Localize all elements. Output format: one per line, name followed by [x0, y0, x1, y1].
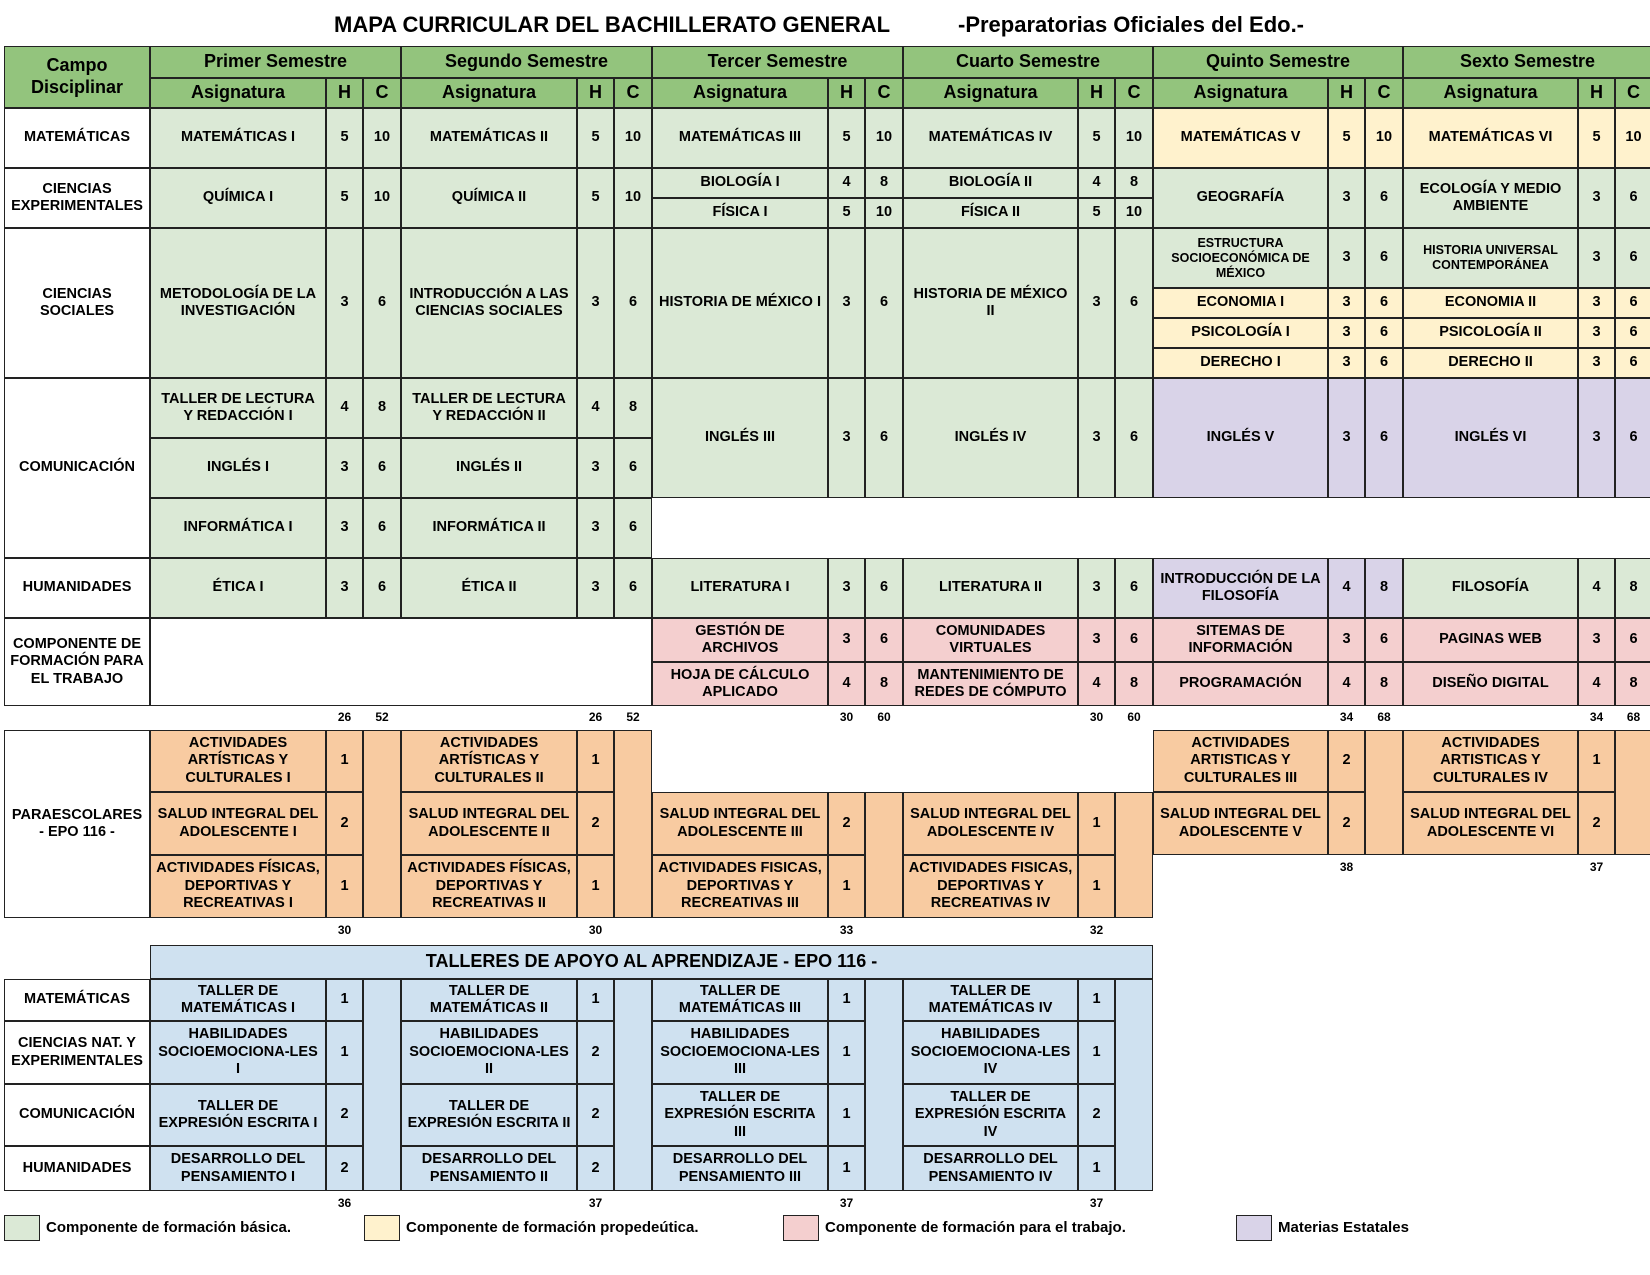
paraescolar-name: ACTIVIDADES ARTÍSTICAS Y CULTURALES II	[401, 730, 577, 792]
total-credits: 60	[1127, 710, 1141, 724]
campo-label: HUMANIDADES	[4, 558, 150, 618]
subject-credits: 6	[363, 558, 401, 618]
subject-credits: 6	[614, 558, 652, 618]
paraescolar-total: 30	[337, 923, 352, 937]
subject-name: LITERATURA II	[903, 558, 1078, 618]
subject-hours: 3	[1328, 168, 1365, 228]
subject-name: HISTORIA UNIVERSAL CONTEMPORÁNEA	[1403, 228, 1578, 288]
empty-cell	[865, 979, 903, 1191]
subject-hours: 3	[1578, 378, 1615, 498]
subject-name: PAGINAS WEB	[1403, 618, 1578, 662]
taller-campo-label: CIENCIAS NAT. Y EXPERIMENTALES	[4, 1021, 150, 1084]
subject-hours: 5	[1578, 108, 1615, 168]
subject-credits: 6	[1615, 168, 1650, 228]
subject-credits: 6	[1365, 348, 1403, 378]
total-credits: 52	[626, 710, 640, 724]
paraescolar-hours: 2	[1578, 792, 1615, 855]
subject-hours: 5	[577, 108, 614, 168]
subject-credits: 6	[1615, 378, 1650, 498]
campo-label: CIENCIAS EXPERIMENTALES	[4, 168, 150, 228]
paraescolar-name: SALUD INTEGRAL DEL ADOLESCENTE IV	[903, 792, 1078, 855]
total-hours: 26	[337, 710, 352, 724]
paraescolar-name: SALUD INTEGRAL DEL ADOLESCENTE V	[1153, 792, 1328, 855]
taller-campo-label: HUMANIDADES	[4, 1146, 150, 1191]
subject-hours: 5	[326, 168, 363, 228]
subject-hours: 5	[326, 108, 363, 168]
subject-credits: 8	[865, 662, 903, 706]
taller-hours: 2	[326, 1146, 363, 1191]
subject-hours: 3	[577, 498, 614, 558]
subject-name: ÉTICA I	[150, 558, 326, 618]
taller-name: DESARROLLO DEL PENSAMIENTO II	[401, 1146, 577, 1191]
total-credits: 52	[375, 710, 389, 724]
subject-credits: 6	[865, 558, 903, 618]
subject-hours: 3	[1578, 348, 1615, 378]
taller-name: TALLER DE EXPRESIÓN ESCRITA I	[150, 1084, 326, 1146]
taller-name: TALLER DE MATEMÁTICAS IV	[903, 979, 1078, 1021]
subject-credits: 6	[1115, 618, 1153, 662]
subject-hours: 3	[326, 498, 363, 558]
subject-name: BIOLOGÍA II	[903, 168, 1078, 198]
paraescolar-name: SALUD INTEGRAL DEL ADOLESCENTE VI	[1403, 792, 1578, 855]
subject-credits: 10	[363, 108, 401, 168]
total-credits: 68	[1377, 710, 1391, 724]
asignatura-header: Asignatura	[1403, 78, 1578, 108]
subject-hours: 5	[577, 168, 614, 228]
empty-cell	[1615, 730, 1650, 855]
subject-hours: 3	[1078, 378, 1115, 498]
subject-name: FÍSICA II	[903, 198, 1078, 228]
empty-cell	[865, 792, 903, 918]
taller-hours: 1	[577, 979, 614, 1021]
taller-hours: 2	[1078, 1084, 1115, 1146]
legend-swatch	[364, 1215, 400, 1241]
taller-hours: 1	[326, 979, 363, 1021]
subject-credits: 10	[614, 168, 652, 228]
hours-header: H	[1328, 78, 1365, 108]
taller-name: TALLER DE EXPRESIÓN ESCRITA II	[401, 1084, 577, 1146]
taller-hours: 2	[577, 1084, 614, 1146]
hours-header: H	[1078, 78, 1115, 108]
subject-credits: 6	[1365, 318, 1403, 348]
paraescolar-hours: 1	[1078, 855, 1115, 918]
subject-credits: 6	[614, 498, 652, 558]
subject-credits: 6	[363, 438, 401, 498]
subject-name: PSICOLOGÍA I	[1153, 318, 1328, 348]
paraescolar-name: SALUD INTEGRAL DEL ADOLESCENTE II	[401, 792, 577, 855]
subject-name: DISEÑO DIGITAL	[1403, 662, 1578, 706]
subject-credits: 6	[1115, 378, 1153, 498]
legend-swatch	[1236, 1215, 1272, 1241]
subject-credits: 6	[1615, 228, 1650, 288]
subject-credits: 6	[1615, 348, 1650, 378]
page-subtitle: -Preparatorias Oficiales del Edo.-	[958, 12, 1305, 37]
paraescolar-hours: 2	[1328, 730, 1365, 792]
subject-name: FÍSICA I	[652, 198, 828, 228]
subject-hours: 3	[828, 558, 865, 618]
subject-name: INFORMÁTICA II	[401, 498, 577, 558]
total-hours: 30	[839, 710, 854, 724]
paraescolar-hours: 1	[1078, 792, 1115, 855]
taller-name: TALLER DE MATEMÁTICAS III	[652, 979, 828, 1021]
legend-label: Componente de formación propedeútica.	[406, 1219, 699, 1236]
subject-credits: 6	[1615, 318, 1650, 348]
total-credits: 60	[877, 710, 891, 724]
subject-hours: 5	[1078, 108, 1115, 168]
taller-name: DESARROLLO DEL PENSAMIENTO III	[652, 1146, 828, 1191]
subject-name: ECONOMIA I	[1153, 288, 1328, 318]
subject-name: ECONOMIA II	[1403, 288, 1578, 318]
paraescolar-total: 37	[1589, 860, 1604, 874]
semester-header: Primer Semestre	[150, 46, 401, 78]
paraescolar-name: SALUD INTEGRAL DEL ADOLESCENTE III	[652, 792, 828, 855]
subject-name: INGLÉS V	[1153, 378, 1328, 498]
paraescolar-name: ACTIVIDADES FISICAS, DEPORTIVAS Y RECREATIVAS IV	[903, 855, 1078, 918]
subject-name: MATEMÁTICAS V	[1153, 108, 1328, 168]
subject-name: GESTIÓN DE ARCHIVOS	[652, 618, 828, 662]
paraescolar-name: ACTIVIDADES ARTISTICAS Y CULTURALES III	[1153, 730, 1328, 792]
empty-cell	[614, 979, 652, 1191]
hours-header: H	[326, 78, 363, 108]
subject-name: QUÍMICA I	[150, 168, 326, 228]
subject-hours: 3	[828, 378, 865, 498]
subject-name: QUÍMICA II	[401, 168, 577, 228]
subject-hours: 4	[828, 168, 865, 198]
subject-name: ESTRUCTURA SOCIOECONÓMICA DE MÉXICO	[1153, 228, 1328, 288]
subject-hours: 3	[828, 228, 865, 378]
subject-credits: 8	[865, 168, 903, 198]
subject-name: INTRODUCCIÓN A LAS CIENCIAS SOCIALES	[401, 228, 577, 378]
subject-name: MATEMÁTICAS VI	[1403, 108, 1578, 168]
subject-hours: 3	[326, 558, 363, 618]
subject-credits: 8	[1615, 662, 1650, 706]
subject-name: FILOSOFÍA	[1403, 558, 1578, 618]
campo-label: MATEMÁTICAS	[4, 108, 150, 168]
subject-hours: 4	[1328, 662, 1365, 706]
subject-name: INGLÉS I	[150, 438, 326, 498]
subject-hours: 3	[577, 438, 614, 498]
subject-name: HISTORIA DE MÉXICO I	[652, 228, 828, 378]
subject-credits: 6	[614, 228, 652, 378]
subject-name: BIOLOGÍA I	[652, 168, 828, 198]
subject-hours: 3	[1328, 288, 1365, 318]
subject-hours: 5	[828, 108, 865, 168]
taller-name: TALLER DE EXPRESIÓN ESCRITA III	[652, 1084, 828, 1146]
paraescolares-label: PARAESCOLARES - EPO 116 -	[4, 730, 150, 918]
subject-credits: 10	[1365, 108, 1403, 168]
taller-campo-label: MATEMÁTICAS	[4, 979, 150, 1021]
paraescolar-hours: 1	[326, 855, 363, 918]
subject-hours: 3	[1328, 318, 1365, 348]
page-title: MAPA CURRICULAR DEL BACHILLERATO GENERAL	[334, 12, 891, 37]
subject-credits: 6	[865, 228, 903, 378]
paraescolar-hours: 2	[577, 792, 614, 855]
subject-hours: 4	[1578, 558, 1615, 618]
legend-swatch	[783, 1215, 819, 1241]
empty-cell	[614, 730, 652, 918]
semester-header: Cuarto Semestre	[903, 46, 1153, 78]
subject-hours: 5	[828, 198, 865, 228]
paraescolar-hours: 1	[326, 730, 363, 792]
subject-name: MATEMÁTICAS IV	[903, 108, 1078, 168]
paraescolar-name: ACTIVIDADES FÍSICAS, DEPORTIVAS Y RECREATIVAS I	[150, 855, 326, 918]
subject-name: MATEMÁTICAS III	[652, 108, 828, 168]
taller-total: 37	[1089, 1196, 1104, 1210]
taller-hours: 2	[326, 1084, 363, 1146]
taller-hours: 1	[828, 1084, 865, 1146]
subject-name: INGLÉS III	[652, 378, 828, 498]
subject-name: INGLÉS IV	[903, 378, 1078, 498]
hours-header: H	[1578, 78, 1615, 108]
legend-label: Componente de formación básica.	[46, 1219, 292, 1236]
subject-credits: 6	[1365, 618, 1403, 662]
asignatura-header: Asignatura	[903, 78, 1078, 108]
subject-credits: 6	[865, 618, 903, 662]
legend-swatch	[4, 1215, 40, 1241]
subject-hours: 3	[1578, 168, 1615, 228]
paraescolar-name: ACTIVIDADES ARTÍSTICAS Y CULTURALES I	[150, 730, 326, 792]
taller-total: 37	[588, 1196, 603, 1210]
subject-credits: 8	[363, 378, 401, 438]
subject-hours: 4	[326, 378, 363, 438]
semester-header: Segundo Semestre	[401, 46, 652, 78]
subject-credits: 8	[1365, 558, 1403, 618]
asignatura-header: Asignatura	[401, 78, 577, 108]
subject-hours: 3	[1328, 228, 1365, 288]
paraescolar-total: 30	[588, 923, 603, 937]
paraescolar-name: SALUD INTEGRAL DEL ADOLESCENTE I	[150, 792, 326, 855]
subject-name: LITERATURA I	[652, 558, 828, 618]
subject-name: PROGRAMACIÓN	[1153, 662, 1328, 706]
taller-total: 36	[337, 1196, 352, 1210]
subject-hours: 3	[1328, 618, 1365, 662]
semester-header: Tercer Semestre	[652, 46, 903, 78]
credits-header: C	[363, 78, 401, 108]
paraescolar-hours: 1	[1578, 730, 1615, 792]
taller-name: HABILIDADES SOCIOEMOCIONA-LES I	[150, 1021, 326, 1084]
subject-hours: 4	[1328, 558, 1365, 618]
taller-hours: 1	[828, 1146, 865, 1191]
subject-name: INGLÉS II	[401, 438, 577, 498]
taller-hours: 1	[1078, 979, 1115, 1021]
taller-name: DESARROLLO DEL PENSAMIENTO I	[150, 1146, 326, 1191]
subject-hours: 3	[1578, 318, 1615, 348]
subject-credits: 6	[614, 438, 652, 498]
taller-name: HABILIDADES SOCIOEMOCIONA-LES II	[401, 1021, 577, 1084]
subject-credits: 8	[1365, 662, 1403, 706]
subject-hours: 4	[1078, 168, 1115, 198]
subject-name: TALLER DE LECTURA Y REDACCIÓN II	[401, 378, 577, 438]
legend-label: Materias Estatales	[1278, 1219, 1409, 1236]
asignatura-header: Asignatura	[652, 78, 828, 108]
paraescolar-total: 32	[1089, 923, 1104, 937]
taller-hours: 1	[1078, 1146, 1115, 1191]
taller-campo-label: COMUNICACIÓN	[4, 1084, 150, 1146]
subject-credits: 10	[865, 198, 903, 228]
empty-cell	[363, 979, 401, 1191]
empty-cell	[1365, 730, 1403, 855]
legend-label: Componente de formación para el trabajo.	[825, 1219, 1126, 1236]
subject-name: INFORMÁTICA I	[150, 498, 326, 558]
total-hours: 34	[1339, 710, 1354, 724]
taller-hours: 1	[828, 979, 865, 1021]
subject-hours: 4	[577, 378, 614, 438]
taller-hours: 1	[828, 1021, 865, 1084]
subject-name: HOJA DE CÁLCULO APLICADO	[652, 662, 828, 706]
paraescolar-hours: 1	[577, 730, 614, 792]
paraescolar-hours: 1	[828, 855, 865, 918]
campo-label: COMPONENTE DE FORMACIÓN PARA EL TRABAJO	[4, 618, 150, 706]
subject-hours: 5	[1078, 198, 1115, 228]
talleres-title: TALLERES DE APOYO AL APRENDIZAJE - EPO 116 -	[150, 945, 1153, 979]
subject-hours: 3	[828, 618, 865, 662]
subject-credits: 6	[1615, 288, 1650, 318]
paraescolar-name: ACTIVIDADES FÍSICAS, DEPORTIVAS Y RECREATIVAS II	[401, 855, 577, 918]
subject-hours: 3	[1578, 288, 1615, 318]
asignatura-header: Asignatura	[1153, 78, 1328, 108]
taller-name: TALLER DE EXPRESIÓN ESCRITA IV	[903, 1084, 1078, 1146]
subject-hours: 4	[1078, 662, 1115, 706]
campo-header: Campo Disciplinar	[4, 46, 150, 108]
taller-total: 37	[839, 1196, 854, 1210]
campo-label: CIENCIAS SOCIALES	[4, 228, 150, 378]
paraescolar-hours: 2	[1328, 792, 1365, 855]
subject-credits: 10	[1115, 198, 1153, 228]
empty-cell	[1115, 979, 1153, 1191]
subject-hours: 3	[1578, 228, 1615, 288]
subject-credits: 10	[1115, 108, 1153, 168]
taller-hours: 2	[577, 1021, 614, 1084]
paraescolar-name: ACTIVIDADES FISICAS, DEPORTIVAS Y RECREATIVAS III	[652, 855, 828, 918]
subject-credits: 6	[1115, 228, 1153, 378]
credits-header: C	[1115, 78, 1153, 108]
credits-header: C	[865, 78, 903, 108]
total-hours: 30	[1089, 710, 1104, 724]
subject-hours: 3	[1328, 378, 1365, 498]
paraescolar-hours: 1	[577, 855, 614, 918]
subject-credits: 6	[1365, 168, 1403, 228]
subject-credits: 10	[363, 168, 401, 228]
paraescolar-name: ACTIVIDADES ARTISTICAS Y CULTURALES IV	[1403, 730, 1578, 792]
paraescolar-hours: 2	[828, 792, 865, 855]
subject-credits: 6	[1365, 288, 1403, 318]
subject-name: GEOGRAFÍA	[1153, 168, 1328, 228]
subject-name: ECOLOGÍA Y MEDIO AMBIENTE	[1403, 168, 1578, 228]
subject-credits: 6	[1615, 618, 1650, 662]
credits-header: C	[1365, 78, 1403, 108]
total-hours: 26	[588, 710, 603, 724]
taller-hours: 2	[577, 1146, 614, 1191]
subject-credits: 10	[865, 108, 903, 168]
subject-name: SITEMAS DE INFORMACIÓN	[1153, 618, 1328, 662]
subject-credits: 6	[363, 228, 401, 378]
subject-credits: 8	[1115, 168, 1153, 198]
subject-name: MATEMÁTICAS I	[150, 108, 326, 168]
subject-name: HISTORIA DE MÉXICO II	[903, 228, 1078, 378]
subject-hours: 3	[326, 438, 363, 498]
subject-hours: 5	[1328, 108, 1365, 168]
hours-header: H	[577, 78, 614, 108]
total-hours: 34	[1589, 710, 1604, 724]
taller-name: TALLER DE MATEMÁTICAS II	[401, 979, 577, 1021]
subject-credits: 10	[1615, 108, 1650, 168]
subject-name: DERECHO I	[1153, 348, 1328, 378]
subject-name: ÉTICA II	[401, 558, 577, 618]
total-credits: 68	[1626, 710, 1641, 724]
subject-name: TALLER DE LECTURA Y REDACCIÓN I	[150, 378, 326, 438]
empty-cell	[150, 618, 652, 706]
paraescolar-hours: 2	[326, 792, 363, 855]
subject-credits: 6	[363, 498, 401, 558]
taller-name: HABILIDADES SOCIOEMOCIONA-LES III	[652, 1021, 828, 1084]
semester-header: Quinto Semestre	[1153, 46, 1403, 78]
subject-name: PSICOLOGÍA II	[1403, 318, 1578, 348]
asignatura-header: Asignatura	[150, 78, 326, 108]
taller-hours: 1	[326, 1021, 363, 1084]
subject-name: MANTENIMIENTO DE REDES DE CÓMPUTO	[903, 662, 1078, 706]
subject-name: MATEMÁTICAS II	[401, 108, 577, 168]
subject-credits: 8	[614, 378, 652, 438]
subject-hours: 4	[828, 662, 865, 706]
subject-name: COMUNIDADES VIRTUALES	[903, 618, 1078, 662]
credits-header: C	[614, 78, 652, 108]
subject-name: METODOLOGÍA DE LA INVESTIGACIÓN	[150, 228, 326, 378]
subject-credits: 6	[1365, 378, 1403, 498]
taller-name: HABILIDADES SOCIOEMOCIONA-LES IV	[903, 1021, 1078, 1084]
subject-hours: 3	[1078, 558, 1115, 618]
subject-credits: 6	[865, 378, 903, 498]
subject-credits: 10	[614, 108, 652, 168]
subject-hours: 4	[1578, 662, 1615, 706]
empty-cell	[1115, 792, 1153, 918]
credits-header: C	[1615, 78, 1650, 108]
subject-hours: 3	[1078, 228, 1115, 378]
subject-name: INTRODUCCIÓN DE LA FILOSOFÍA	[1153, 558, 1328, 618]
subject-credits: 6	[1115, 558, 1153, 618]
subject-hours: 3	[326, 228, 363, 378]
hours-header: H	[828, 78, 865, 108]
subject-hours: 3	[577, 228, 614, 378]
subject-credits: 8	[1615, 558, 1650, 618]
subject-hours: 3	[1328, 348, 1365, 378]
subject-hours: 3	[1078, 618, 1115, 662]
paraescolar-total: 33	[839, 923, 854, 937]
taller-hours: 1	[1078, 1021, 1115, 1084]
subject-name: DERECHO II	[1403, 348, 1578, 378]
subject-credits: 8	[1115, 662, 1153, 706]
subject-hours: 3	[577, 558, 614, 618]
taller-name: DESARROLLO DEL PENSAMIENTO IV	[903, 1146, 1078, 1191]
subject-credits: 6	[1365, 228, 1403, 288]
empty-cell	[363, 730, 401, 918]
taller-name: TALLER DE MATEMÁTICAS I	[150, 979, 326, 1021]
subject-name: INGLÉS VI	[1403, 378, 1578, 498]
semester-header: Sexto Semestre	[1403, 46, 1650, 78]
paraescolar-total: 38	[1339, 860, 1354, 874]
campo-label: COMUNICACIÓN	[4, 378, 150, 558]
subject-hours: 3	[1578, 618, 1615, 662]
